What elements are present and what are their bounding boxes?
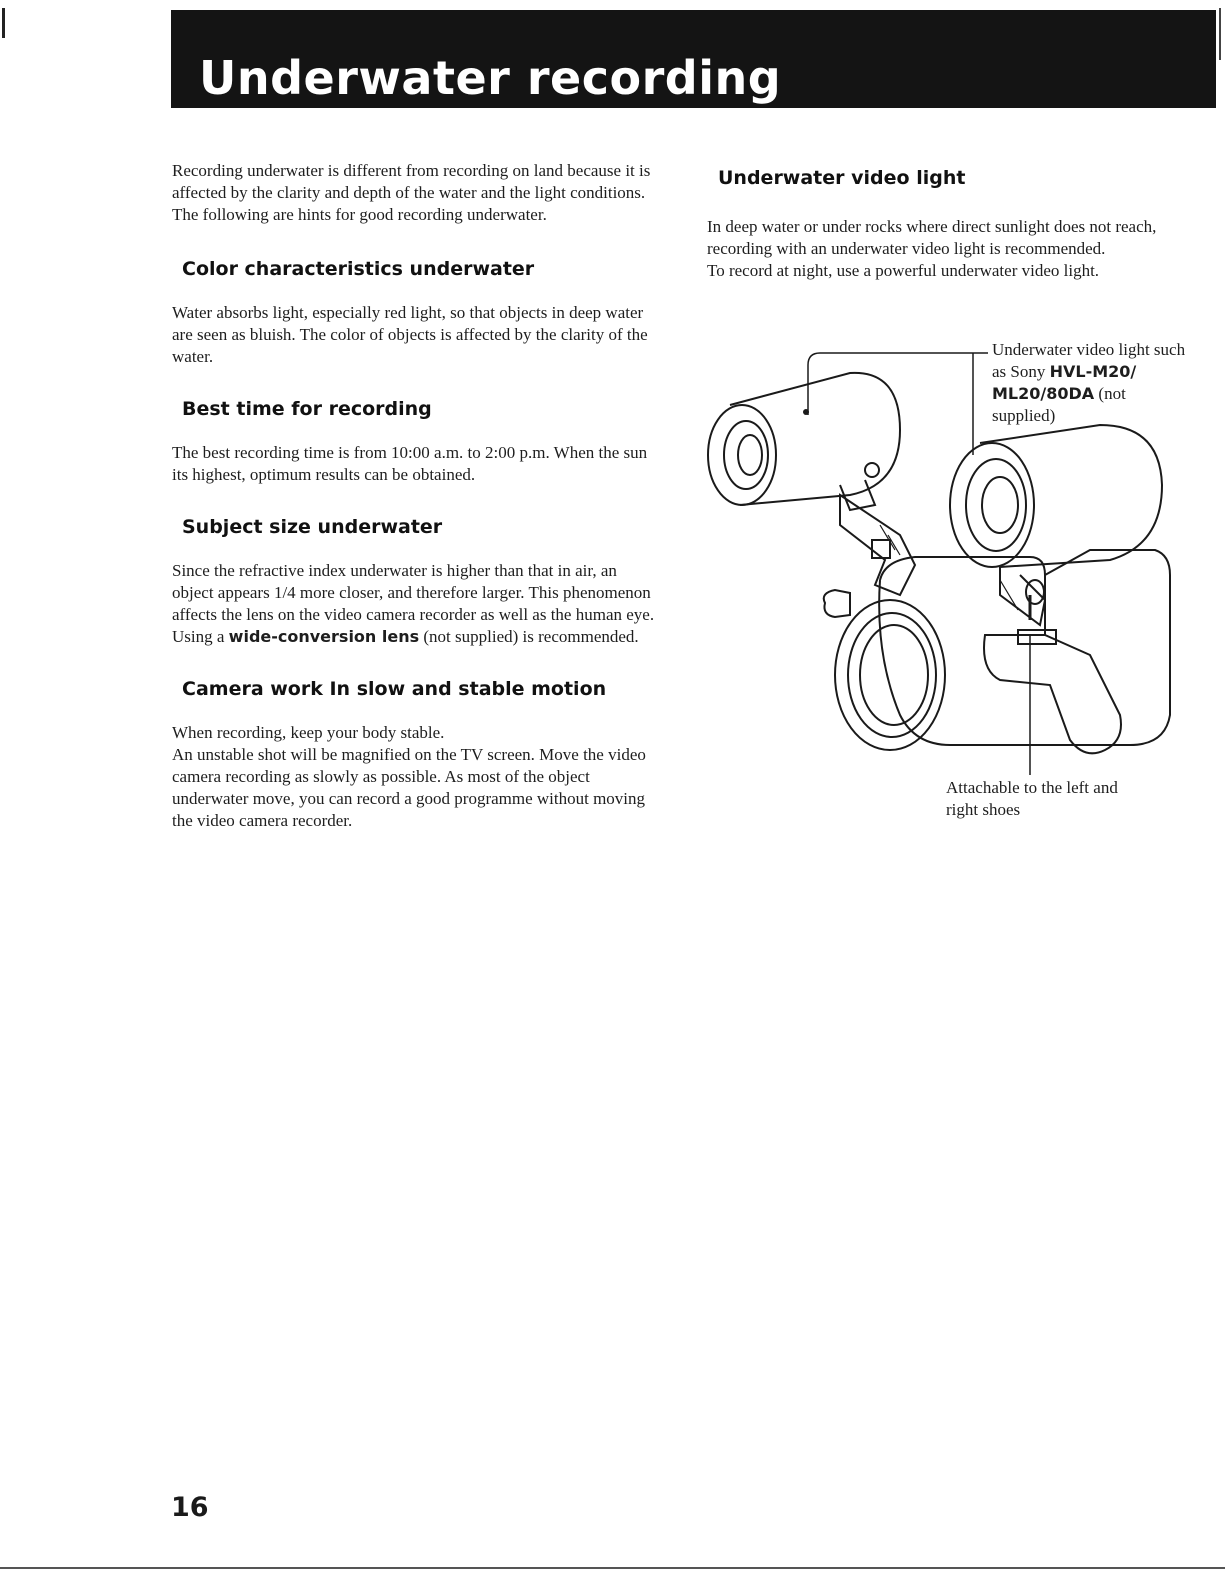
edge-mark xyxy=(2,8,5,38)
paragraph-color-characteristics: Water absorbs light, especially red light, so that objects in deep water are seen as bluish. The color of objects is affected by the clarity of the water. xyxy=(172,303,648,366)
wide-conversion-lens-term: wide-conversion lens xyxy=(228,627,420,646)
shoe-attachment-caption: Attachable to the left and right shoes xyxy=(946,778,1118,819)
intro-paragraph: Recording underwater is different from recording on land because it is affected by the clarity and depth of the water and the light conditions. The following are hints for good recording underwater. xyxy=(172,161,651,224)
hand-grip xyxy=(984,580,1121,753)
heading-underwater-video-light: Underwater video light xyxy=(718,167,966,189)
heading-camera-work: Camera work In slow and stable motion xyxy=(182,678,607,700)
subject-size-text-a: Since the refractive index underwater is higher than that in air, an object appears 1/4 more closer, and therefore larger. This phenomenon affects the lens on the video camera recorder as well as the human eye. Using a xyxy=(172,561,655,646)
heading-best-time: Best time for recording xyxy=(182,398,432,420)
paragraph-video-light-2: To record at night, use a powerful underwater video light. xyxy=(707,261,1100,280)
video-light-callout xyxy=(992,339,1192,427)
subject-size-text-b: (not supplied) is recommended. xyxy=(419,627,639,646)
paragraph-subject-size xyxy=(172,560,657,648)
page-number: 16 xyxy=(171,1492,209,1523)
paragraph-best-time: The best recording time is from 10:00 a.m. to 2:00 p.m. When the sun its highest, optimum results can be obtained. xyxy=(172,443,648,484)
callout-text-b: (not supplied) xyxy=(992,384,1126,425)
callout-text-a: Underwater video light such as Sony xyxy=(992,340,1186,381)
title-banner xyxy=(171,10,1216,108)
left-column xyxy=(172,160,657,832)
page-title: Underwater recording xyxy=(199,51,782,105)
paragraph-camera-work-1: When recording, keep your body stable. xyxy=(172,723,445,742)
heading-color-characteristics: Color characteristics underwater xyxy=(182,258,535,280)
right-video-light xyxy=(950,425,1162,625)
right-column xyxy=(707,166,1197,282)
camera-housing-body xyxy=(824,540,1170,750)
model-number: HVL-M20/ ML20/80DA xyxy=(992,362,1137,403)
paragraph-camera-work-2: An unstable shot will be magnified on the TV screen. Move the video camera recording as slowly as possible. As most of the object underwater move, you can record a good programme without moving the video camera recorder. xyxy=(172,745,646,830)
heading-subject-size: Subject size underwater xyxy=(182,516,443,538)
left-video-light xyxy=(708,373,900,510)
paragraph-video-light-1: In deep water or under rocks where direct sunlight does not reach, recording with an underwater video light is recommended. xyxy=(707,217,1157,258)
bottom-rule xyxy=(0,1567,1225,1569)
edge-mark-right xyxy=(1219,8,1221,60)
